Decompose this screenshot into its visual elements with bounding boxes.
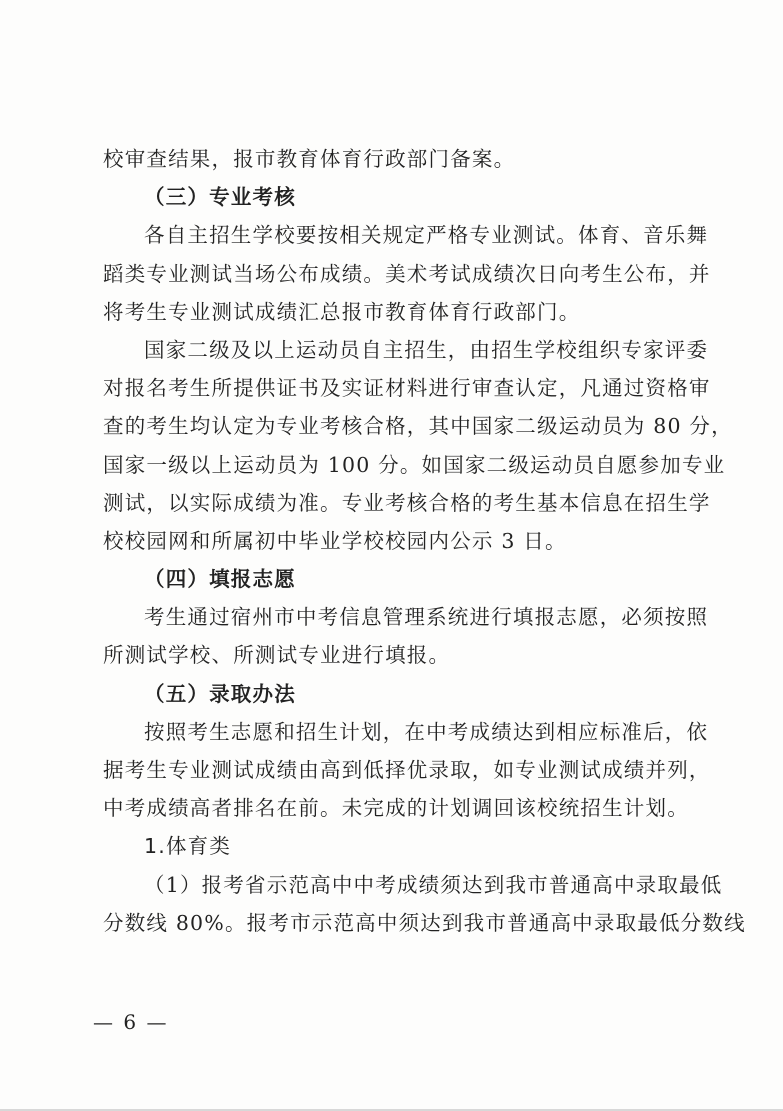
paragraph-line: 所测试学校、所测试专业进行填报。 [103, 643, 451, 668]
paragraph-line: 考生通过宿州市中考信息管理系统进行填报志愿，必须按照 [144, 605, 709, 630]
paragraph-line: 对报名考生所提供证书及实证材料进行审查认定，凡通过资格审 [103, 376, 711, 401]
paragraph-line: 校校园网和所属初中毕业学校校园内公示 3 日。 [103, 528, 567, 553]
paragraph-line: 国家二级及以上运动员自主招生，由招生学校组织专家评委 [144, 337, 709, 362]
section-heading-3: （三）专业考核 [144, 185, 296, 210]
section-heading-4: （四）填报志愿 [144, 567, 296, 592]
paragraph-line: 查的考生均认定为专业考核合格，其中国家二级运动员为 80 分， [103, 414, 733, 439]
paragraph-line: （1）报考省示范高中中考成绩须达到我市普通高中录取最低 [144, 872, 723, 897]
paragraph-line: 校审查结果，报市教育体育行政部门备案。 [103, 147, 516, 171]
subsection-heading: 1.体育类 [144, 834, 232, 859]
paragraph-line: 按照考生志愿和招生计划，在中考成绩达到相应标准后，依 [144, 719, 709, 744]
page-number: — 6 — [93, 1010, 169, 1034]
paragraph-line: 国家一级以上运动员为 100 分。如国家二级运动员自愿参加专业 [103, 452, 726, 477]
paragraph-line: 测试，以实际成绩为准。专业考核合格的考生基本信息在招生学 [103, 490, 711, 515]
paragraph-line: 将考生专业测试成绩汇总报市教育体育行政部门。 [103, 299, 581, 324]
paragraph-line: 蹈类专业测试当场公布成绩。美术考试成绩次日向考生公布，并 [103, 261, 711, 286]
paragraph-line: 中考成绩高者排名在前。未完成的计划调回该校统招生计划。 [103, 796, 689, 821]
paragraph-line: 据考生专业测试成绩由高到低择优录取，如专业测试成绩并列， [103, 758, 711, 782]
body-text [103, 140, 746, 942]
paragraph-line: 各自主招生学校要按相关规定严格专业测试。体育、音乐舞 [144, 223, 709, 248]
paragraph-line: 分数线 80%。报考市示范高中须达到我市普通高中录取最低分数线 [103, 910, 746, 935]
section-heading-5: （五）录取办法 [144, 681, 296, 706]
